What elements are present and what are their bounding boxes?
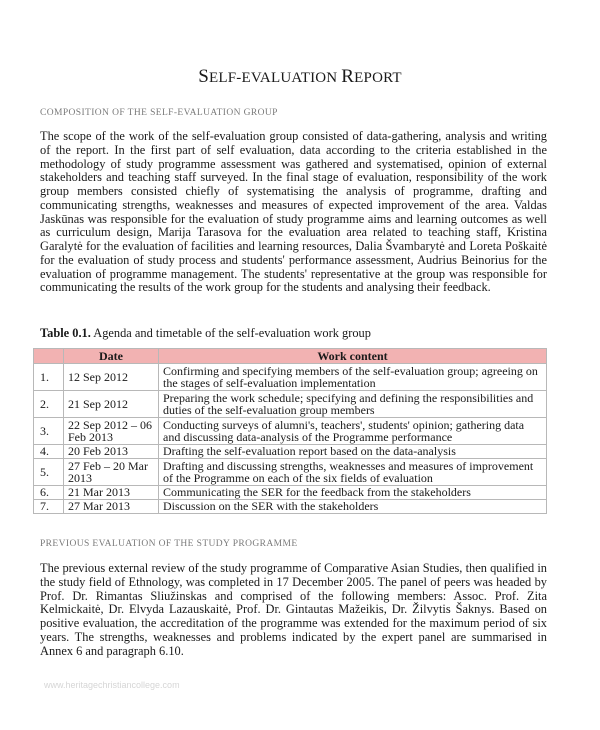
row-num: 1.: [34, 364, 64, 391]
table-caption-label: Table 0.1.: [40, 326, 91, 340]
table-row: [34, 364, 547, 391]
row-date: 22 Sep 2012 – 06 Feb 2013: [64, 418, 159, 445]
title-rest-1: ELF-EVALUATION: [209, 70, 342, 86]
header-date: Date: [64, 349, 159, 364]
row-num: 4.: [34, 445, 64, 459]
table-row: [34, 459, 547, 486]
document-title: [0, 66, 600, 88]
watermark: www.heritagechristiancollege.com: [44, 680, 180, 690]
row-content: Drafting and discussing strengths, weaknesses and measures of improvement of the Programme on each of the six fields of evaluation: [159, 459, 547, 486]
table-caption-text: Agenda and timetable of the self-evaluation work group: [90, 326, 371, 340]
row-date: 12 Sep 2012: [64, 364, 159, 391]
row-num: 2.: [34, 391, 64, 418]
title-rest-2: EPORT: [354, 70, 402, 86]
table-row: [34, 391, 547, 418]
row-content: Discussion on the SER with the stakeholders: [159, 500, 547, 514]
row-content: Confirming and specifying members of the self-evaluation group; agreeing on the stages of self-evaluation implementation: [159, 364, 547, 391]
row-date: 27 Mar 2013: [64, 500, 159, 514]
table-row: [34, 445, 547, 459]
title-initial-s: S: [198, 66, 209, 87]
table-row: [34, 486, 547, 500]
row-content: Communicating the SER for the feedback from the stakeholders: [159, 486, 547, 500]
row-num: 7.: [34, 500, 64, 514]
header-num: [34, 349, 64, 364]
paragraph-previous-evaluation: The previous external review of the study programme of Comparative Asian Studies, then qualified in the study field of Ethnology, was completed in 17 December 2005. The panel of peers was headed by Prof. Dr. Rimantas Sliužinskas and comprised of the following members: Assoc. Prof. Zita Kelmickaitė, Dr. Elvyda Lazauskaitė, Prof. Dr. Gintautas Mažeikis, Dr. Žilvytis Šaknys. Based on positive evaluation, the accreditation of the programme was extended for the maximum period of six years. The strengths, weaknesses and problems indicated by the expert panel are summarised in Annex 6 and paragraph 6.10.: [40, 561, 547, 658]
agenda-table: [33, 348, 547, 514]
section-heading-previous-evaluation: PREVIOUS EVALUATION OF THE STUDY PROGRAMME: [40, 539, 298, 549]
table-caption: [40, 326, 371, 341]
row-content: Drafting the self-evaluation report based on the data-analysis: [159, 445, 547, 459]
row-date: 27 Feb – 20 Mar 2013: [64, 459, 159, 486]
row-date: 20 Feb 2013: [64, 445, 159, 459]
table-row: [34, 500, 547, 514]
section-heading-composition: COMPOSITION OF THE SELF-EVALUATION GROUP: [40, 108, 278, 118]
title-initial-r: R: [341, 66, 355, 87]
table-header-row: [34, 349, 547, 364]
row-content: Conducting surveys of alumni's, teachers', students' opinion; gathering data and discussing data-analysis of the Programme performance: [159, 418, 547, 445]
table-row: [34, 418, 547, 445]
row-num: 5.: [34, 459, 64, 486]
row-num: 6.: [34, 486, 64, 500]
row-content: Preparing the work schedule; specifying and defining the responsibilities and duties of the self-evaluation group members: [159, 391, 547, 418]
row-date: 21 Sep 2012: [64, 391, 159, 418]
header-work-content: Work content: [159, 349, 547, 364]
paragraph-composition: The scope of the work of the self-evaluation group consisted of data-gathering, analysis and writing of the report. In the first part of self evaluation, data according to the criteria established in the methodology of study programme assessment was gathered and systematised, opinion of external stakeholders and teaching staff surveyed. In the final stage of evaluation, responsibility of the work group members consisted chiefly of systematising the analysis of programme, drafting and communicating strengths, weaknesses and measures of expected improvement of the area. Valdas Jaskūnas was responsible for the evaluation of study programme aims and learning outcomes as well as curriculum design, Marija Tarasova for the evaluation area related to teaching staff, Kristina Garalytė for the evaluation of facilities and learning resources, Dalia Švambarytė and Loreta Poškaitė for the evaluation of study process and students' performance assessment, Audrius Beinorius for the evaluation of programme management. The students' representative at the group was responsible for communicating the results of the work group for the students and analysing their feedback.: [40, 129, 547, 295]
row-num: 3.: [34, 418, 64, 445]
row-date: 21 Mar 2013: [64, 486, 159, 500]
